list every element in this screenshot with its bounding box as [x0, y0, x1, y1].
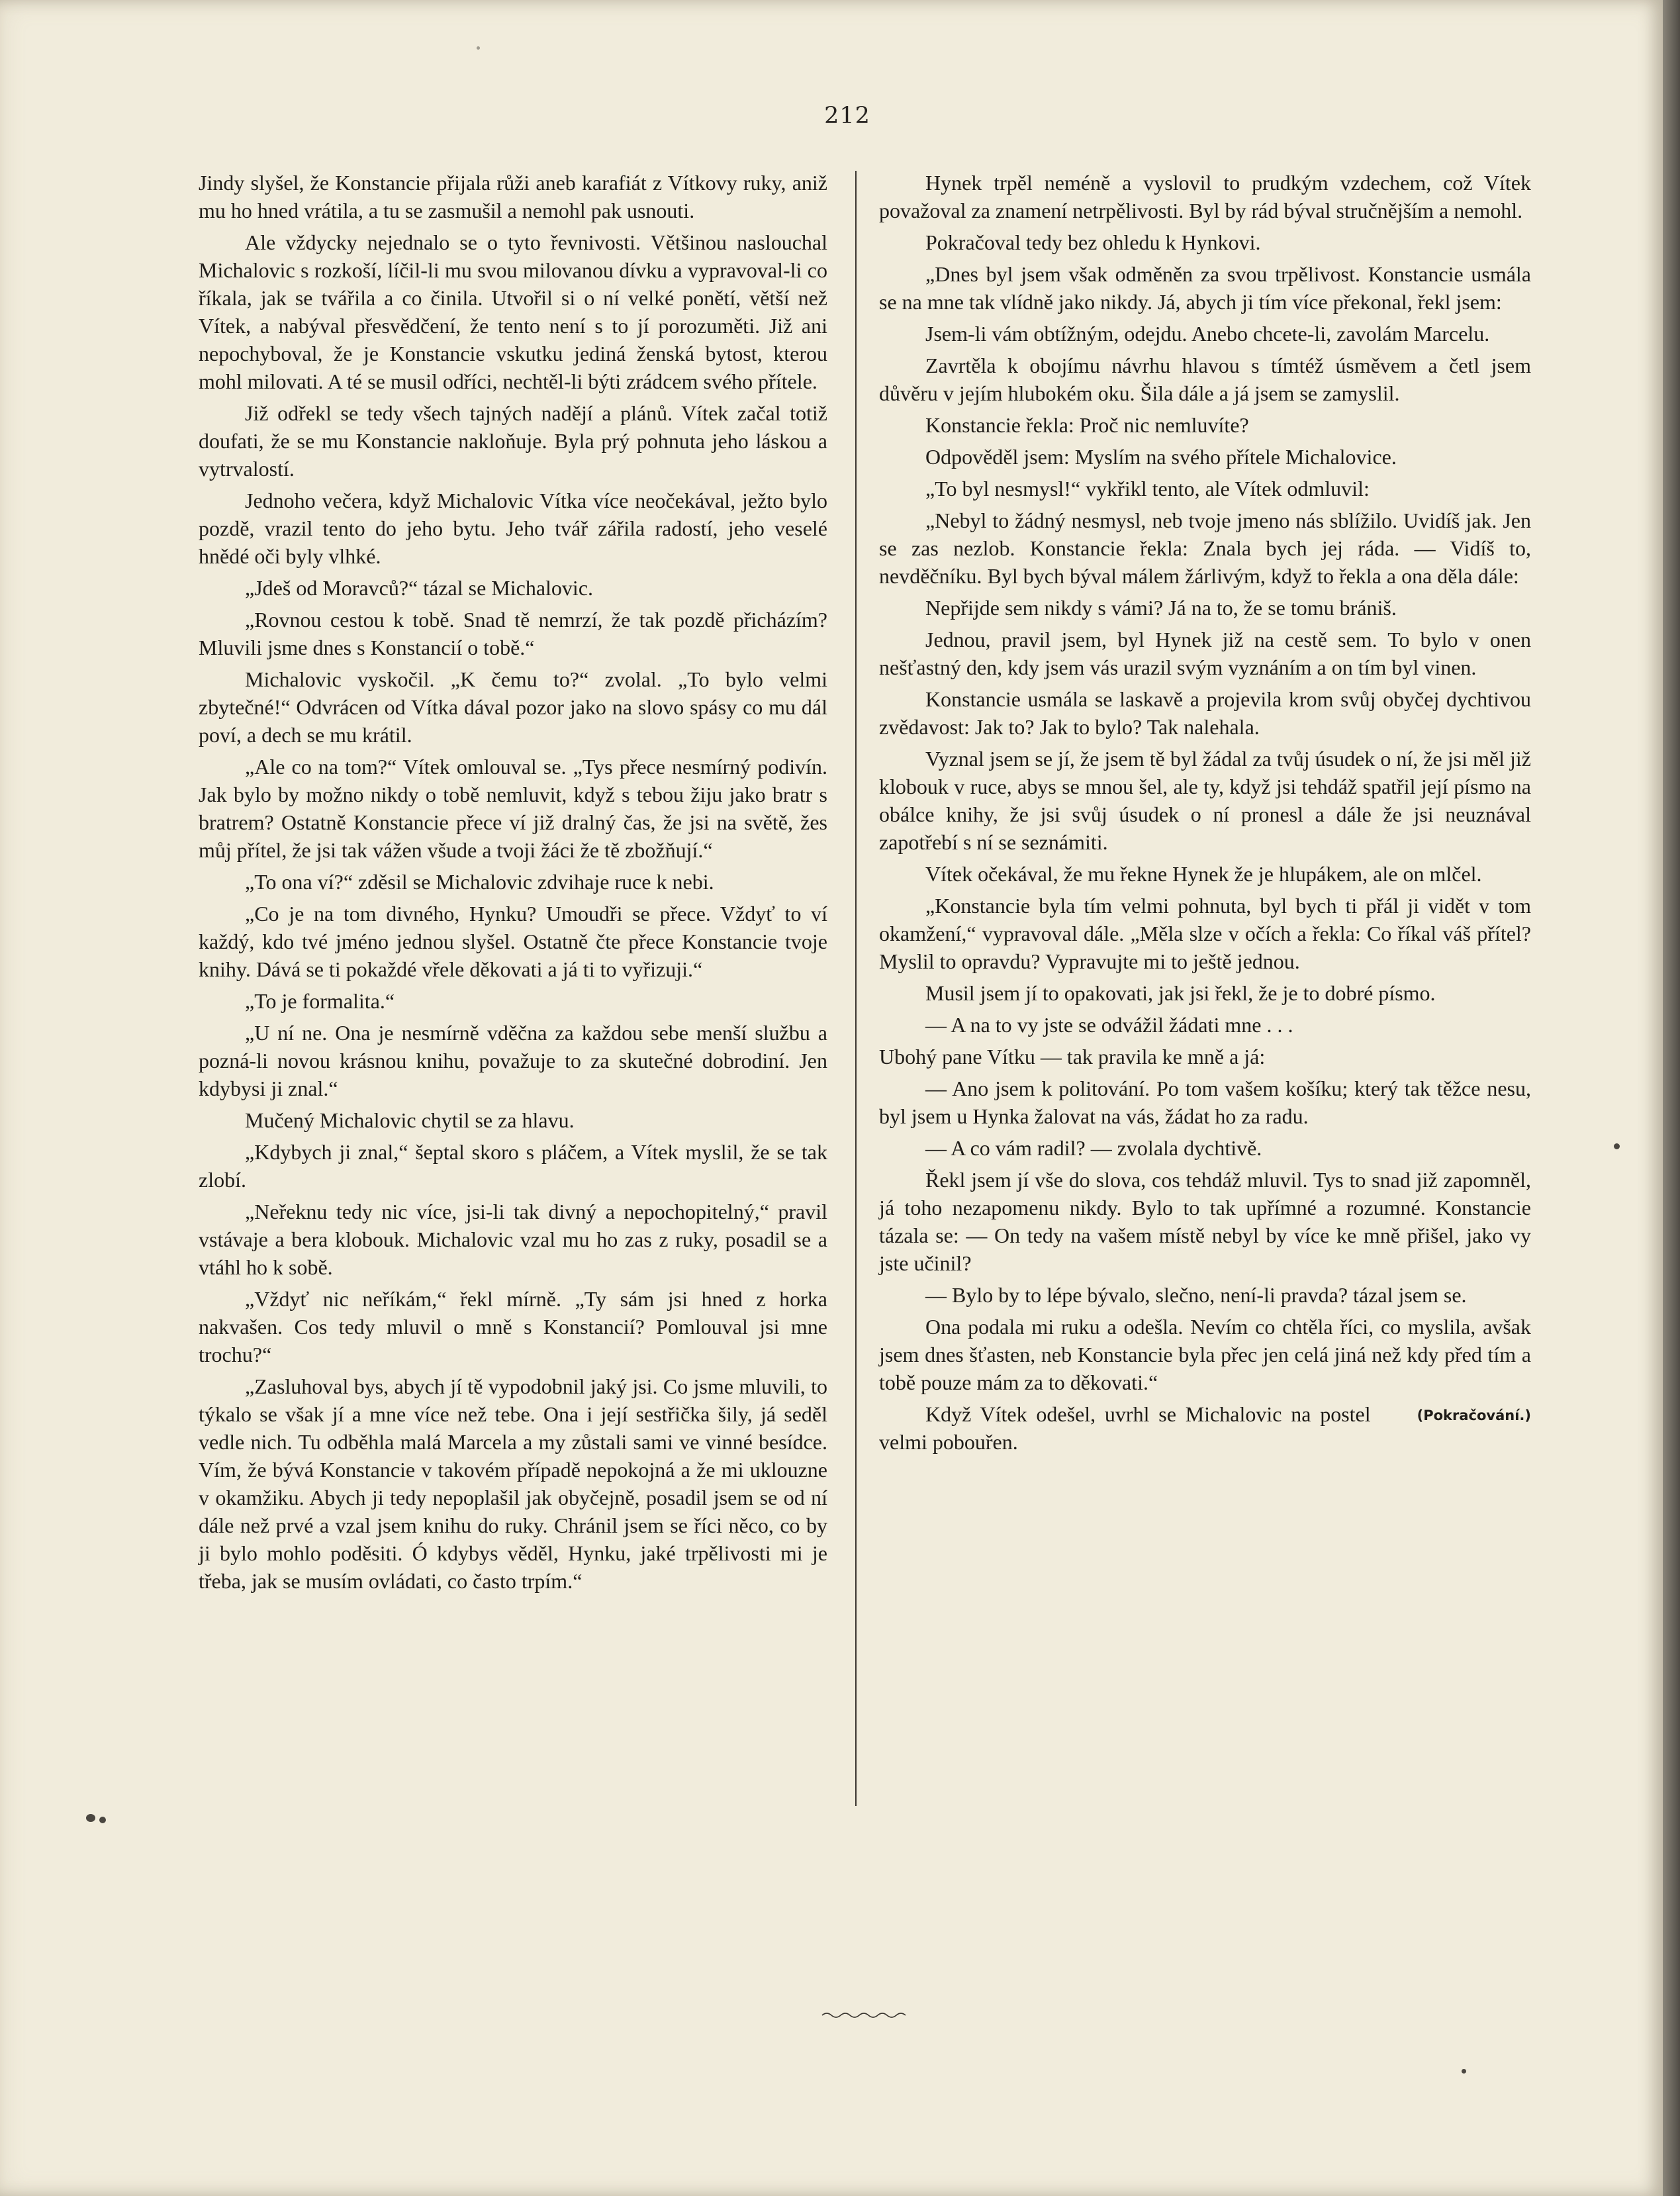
ink-speck [99, 1817, 106, 1823]
left-paragraph: Mučený Michalovic chytil se za hlavu. [245, 1108, 575, 1132]
final-paragraph-text: Když Vítek odešel, uvrhl se Michalovic na postel velmi pobouřen. [879, 1402, 1371, 1454]
left-column [199, 169, 827, 1599]
ink-speck [1614, 1143, 1620, 1149]
ink-speck [477, 46, 480, 50]
left-paragraph: „Rovnou cestou k tobě. Snad tě nemrzí, že tak pozdě přicházím? Mluvili jsme dnes s Konstancií o tobě.“ [199, 608, 827, 659]
right-paragraph: — A co vám radil? — zvolala dychtivě. [925, 1136, 1262, 1160]
right-paragraph: Konstancie řekla: Proč nic nemluvíte? [925, 413, 1249, 437]
right-paragraph: Jednou, pravil jsem, byl Hynek již na cestě sem. To bylo v onen nešťastný den, kdy jsem vás urazil svým vyznáním a on tím byl vinen. [879, 628, 1531, 679]
left-paragraph: „To ona ví?“ zděsil se Michalovic zdvihaje ruce k nebi. [245, 870, 714, 894]
left-paragraph: „Neřeknu tedy nic více, jsi-li tak divný a nepochopitelný,“ pravil vstávaje a bera klobouk. Michalovic vzal mu ho zas z ruky, posadil se a vtáhl ho k sobě. [199, 1200, 827, 1279]
right-paragraph: Zavrtěla k obojímu návrhu hlavou s tímtéž úsměvem a četl jsem důvěru v jejím hlubokém oku. Šila dále a já jsem se zamyslil. [879, 354, 1531, 405]
ink-speck [86, 1814, 95, 1822]
right-paragraph: „Konstancie byla tím velmi pohnuta, byl bych ti přál ji vidět v tom okamžení,“ vypravoval dále. „Měla slze v očích a řekla: Co říkal váš přítel? Myslil to opravdu? Vypravujte mi to ještě jednou. [879, 894, 1531, 973]
end-ornament-squiggle [821, 2011, 907, 2019]
left-paragraph: „Co je na tom divného, Hynku? Umoudři se přece. Vždyť to ví každý, kdo tvé jméno jednou slyšel. Ostatně čte přece Konstancie tvoje knihy. Dává se ti pokaždé vřele děkovati a já ti to vyřizuji.“ [199, 902, 827, 981]
right-paragraph: „To byl nesmysl!“ vykřikl tento, ale Vítek odmluvil: [925, 477, 1370, 501]
left-paragraph: „Ale co na tom?“ Vítek omlouval se. „Tys přece nesmírný podivín. Jak bylo by možno nikdy o tobě nemluvit, když s tebou žiju jako bratr s bratrem? Ostatně Konstancie přece ví již dralný čas, že jsi na světě, žes můj přítel, že jsi tak vážen všude a tvoji žáci že tě zbožňují.“ [199, 755, 827, 862]
right-paragraph: — Bylo by to lépe bývalo, slečno, není-li pravda? tázal jsem se. [925, 1283, 1467, 1307]
left-paragraph: Michalovic vyskočil. „K čemu to?“ zvolal. „To bylo velmi zbytečné!“ Odvrácen od Vítka dával pozor jako na slovo spásy co mu dál poví, a dech se mu krátil. [199, 667, 827, 747]
right-paragraph: — Ano jsem k politování. Po tom vašem košíku; který tak těžce nesu, byl jsem u Hynka žalovat na vás, žádat ho za radu. [879, 1076, 1531, 1128]
left-paragraph: „Kdybych ji znal,“ šeptal skoro s pláčem, a Vítek myslil, že se tak zlobí. [199, 1140, 827, 1192]
right-paragraph: Musil jsem jí to opakovati, jak jsi řekl, že je to dobré písmo. [925, 981, 1436, 1005]
right-paragraph: Pokračoval tedy bez ohledu k Hynkovi. [925, 230, 1261, 254]
right-paragraph: Odpověděl jsem: Myslím na svého přítele Michalovice. [925, 445, 1397, 469]
left-paragraph: „Vždyť nic neříkám,“ řekl mírně. „Ty sám jsi hned z horka nakvašen. Cos tedy mluvil o mně s Konstancií? Pomlouval jsi mne trochu?“ [199, 1287, 827, 1366]
left-paragraph: Jednoho večera, když Michalovic Vítka více neočekával, ježto bylo pozdě, vrazil tento do jeho bytu. Jeho tvář zářila radostí, jeho veselé hnědé oči byly vlhké. [199, 489, 827, 568]
left-paragraph: „Jdeš od Moravců?“ tázal se Michalovic. [245, 576, 594, 600]
right-paragraph: Ubohý pane Vítku — tak pravila ke mně a já: [879, 1045, 1266, 1069]
right-paragraph: Nepřijde sem nikdy s vámi? Já na to, že se tomu brániš. [925, 596, 1397, 620]
right-paragraph: Vyznal jsem se jí, že jsem tě byl žádal za tvůj úsudek o ní, že jsi měl již klobouk v ruce, abys se mnou šel, ale ty, když jsi tehdáž spatřil její písmo na obálce knihy, že jsi svůj úsudek o ní pronesl a dále že jsi neuznával zapotřebí s ní se seznámiti. [879, 747, 1531, 854]
left-paragraph: „U ní ne. Ona je nesmírně vděčna za každou sebe menší službu a pozná-li novou krásnou knihu, považuje to za skutečné dobrodiní. Jen kdybysi ji znal.“ [199, 1021, 827, 1100]
right-paragraph: — A na to vy jste se odvážil žádati mne . . . [925, 1013, 1293, 1037]
left-paragraph: Již odřekl se tedy všech tajných nadějí a plánů. Vítek začal totiž doufati, že se mu Konstancie nakloňuje. Byla prý pohnuta jeho láskou a vytrvalostí. [199, 401, 827, 481]
right-paragraph: Hynek trpěl neméně a vyslovil to prudkým vzdechem, což Vítek považoval za znamení netrpělivosti. Byl by rád býval stručnějším a nemohl. [879, 171, 1531, 222]
right-paragraph: Jsem-li vám obtížným, odejdu. Anebo chcete-li, zavolám Marcelu. [925, 322, 1490, 346]
left-paragraph: „Zasluhoval bys, abych jí tě vypodobnil jaký jsi. Co jsme mluvili, to týkalo se však jí a mne více než tebe. Ona i její sestřička šily, já seděl vedle nich. Tu odběhla malá Marcela a my zůstali sami ve vinné besídce. Vím, že bývá Konstancie v takovém případě nepokojná a že mi uklouzne v okamžiku. Abych ji tedy nepoplašil jak obyčejně, posadil jsem se od ní dále než prvé a vzal jsem knihu do ruky. Chránil jsem se říci něco, co by ji bylo mohlo poděsiti. Ó kdybys věděl, Hynku, jaké trpělivosti mi je třeba, jak se musím ovládati, co často trpím.“ [199, 1374, 827, 1593]
page-number: 212 [824, 103, 870, 129]
page-edge-shadow [1663, 0, 1680, 2196]
right-paragraph: „Dnes byl jsem však odměněn za svou trpělivost. Konstancie usmála se na mne tak vlídně jako nikdy. Já, abych ji tím více překonal, řekl jsem: [879, 262, 1531, 314]
right-paragraph: „Nebyl to žádný nesmysl, neb tvoje jmeno nás sblížilo. Uvidíš jak. Jen se zas nezlob. Konstancie řekla: Znala bych jej ráda. — Vidíš to, nevděčníku. Byl bych býval málem žárlivým, když to řekla a ona děla dále: [879, 508, 1531, 588]
column-divider [855, 171, 857, 1806]
right-paragraph: Řekl jsem jí vše do slova, cos tehdáž mluvil. Tys to snad již zapomněl, já toho nezapomenu nikdy. Bylo to tak upřímné a rozumné. Konstancie tázala se: — On tedy na vašem místě nebyl by více ke mně přišel, jako vy jste učinil? [879, 1168, 1531, 1275]
left-paragraph: Ale vždycky nejednalo se o tyto řevnivosti. Většinou naslouchal Michalovic s rozkoší, líčil-li mu svou milovanou dívku a vypravoval-li co říkala, jak se tvářila a co činila. Utvořil si o ní velké ponětí, větší než Vítek, a nabýval přesvědčení, že tento není s to jí porozuměti. Již ani nepochyboval, že je Konstancie vskutku jediná ženská bytost, kterou mohl milovati. A té se musil odříci, nechtěl-li býti zrádcem svého přítele. [199, 230, 827, 393]
right-paragraph: Vítek očekával, že mu řekne Hynek že je hlupákem, ale on mlčel. [925, 862, 1482, 886]
left-paragraph: Jindy slyšel, že Konstancie přijala růži aneb karafiát z Vítkovy ruky, aniž mu ho hned vrátila, a tu se zasmušil a nemohl pak usnouti. [199, 171, 827, 222]
right-paragraph: Ona podala mi ruku a odešla. Nevím co chtěla říci, co myslila, avšak jsem dnes šťasten, neb Konstancie byla přec jen celá jiná než kdy před tím a tobě pouze mám za to děkovati.“ [879, 1315, 1531, 1394]
ink-speck [1462, 2069, 1466, 2074]
left-paragraph: „To je formalita.“ [245, 989, 395, 1013]
right-column [879, 169, 1531, 1460]
right-paragraph [879, 1400, 1531, 1456]
right-paragraph: Konstancie usmála se laskavě a projevila krom svůj obyčej dychtivou zvědavost: Jak to? Jak to bylo? Tak nalehala. [879, 687, 1531, 739]
continuation-note: (Pokračování.) [1417, 1408, 1531, 1423]
